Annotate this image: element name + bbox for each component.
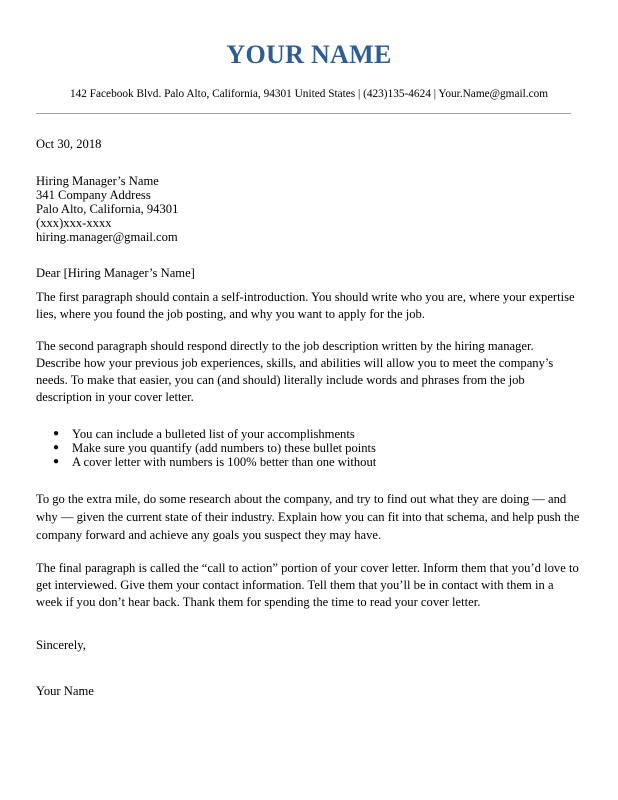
closing: Sincerely,: [36, 638, 86, 652]
list-item: ● A cover letter with numbers is 100% better than one without: [53, 455, 377, 469]
paragraph-call-to-action: The final paragraph is called the “call to action” portion of your cover letter. Inform them that you’d love to get interviewed. Give them your contact information. Tell them that you’ll be in contact with them in a week if you don’t hear back. Thank them for spending the time to read your cover letter.: [36, 561, 579, 609]
bullet-icon: ●: [53, 428, 60, 439]
list-item: ● Make sure you quantify (add numbers to) these bullet points: [53, 441, 376, 455]
recipient-block: [36, 174, 581, 244]
paragraph-research: To go the extra mile, do some research about the company, and try to find out what they are doing — and why — given the current state of their industry. Explain how you can fit into that schema, and help push the company forward and achieve any goals you suspect they may have.: [36, 492, 580, 542]
accomplishment-list: [36, 427, 581, 469]
signature: Your Name: [36, 684, 94, 698]
header-divider: [36, 113, 571, 114]
contact-line: 142 Facebook Blvd. Palo Alto, California, 94301 United States | (423)135-4624 | Your.Name@gmail.com: [69, 88, 549, 100]
salutation: Dear [Hiring Manager’s Name]: [36, 266, 195, 280]
bullet-icon: ●: [53, 442, 60, 453]
list-item: ● You can include a bulleted list of your accomplishments: [53, 427, 355, 441]
applicant-name: YOUR NAME: [226, 40, 392, 69]
paragraph-experience: The second paragraph should respond directly to the job description written by the hiring manager. Describe how your previous job experiences, skills, and abilities will allow you to meet the company’s needs. To make that easier, you can (and should) literally include words and phrases from the job description in your cover letter.: [36, 339, 554, 404]
recipient-address: 341 Company Address: [36, 188, 151, 202]
recipient-email: hiring.manager@gmail.com: [36, 230, 178, 244]
letter-date: Oct 30, 2018: [36, 137, 102, 151]
bullet-icon: ●: [53, 456, 60, 467]
recipient-name: Hiring Manager’s Name: [36, 174, 159, 188]
paragraph-intro: The first paragraph should contain a self-introduction. You should write who you are, where your expertise lies, where you found the job posting, and why you want to apply for the job.: [36, 290, 575, 321]
recipient-phone: (xxx)xxx-xxxx: [36, 216, 112, 230]
recipient-city: Palo Alto, California, 94301: [36, 202, 179, 216]
